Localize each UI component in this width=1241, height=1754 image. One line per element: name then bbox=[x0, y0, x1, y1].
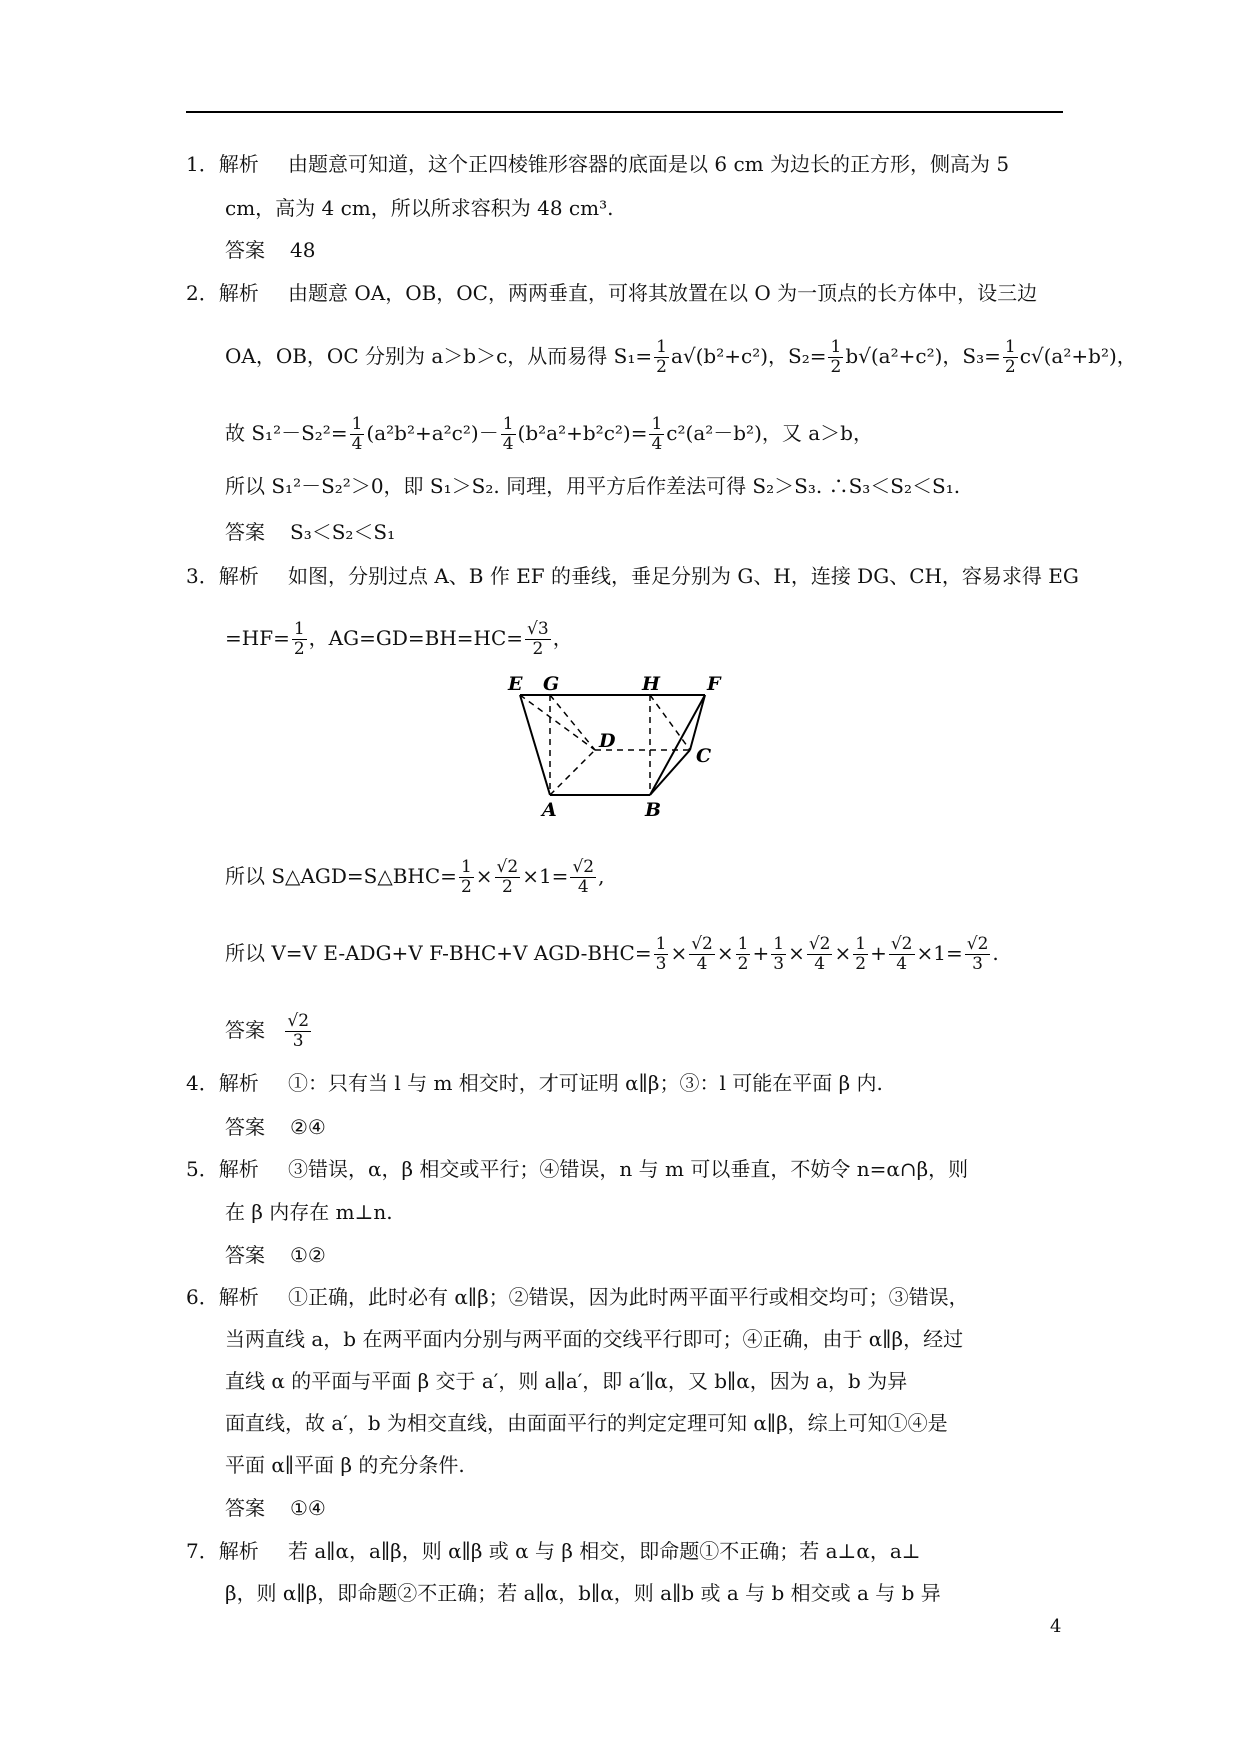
p2-line4: 所以 S₁²－S₂²＞0，即 S₁＞S₂. 同理，用平方后作差法可得 S₂＞S₃. ∴S₃＜S₂＜S₁. bbox=[225, 474, 961, 498]
p2-answer-label: 答案 bbox=[225, 520, 265, 544]
p1-num: 1．解析 bbox=[186, 152, 259, 176]
p5-num: 5．解析 bbox=[186, 1157, 259, 1181]
p1-answer: 48 bbox=[290, 238, 316, 262]
p3-line3: 所以 S△AGD=S△BHC= $\frac{1}{2}$ × $\frac{√2}{2}$ ×1= $\frac{√2}{4}$ , bbox=[225, 857, 605, 897]
p2-num: 2．解析 bbox=[186, 281, 259, 305]
p6-line2: 当两直线 a，b 在两平面内分别与两平面的交线平行即可；④正确，由于 α∥β，经过 bbox=[225, 1327, 964, 1351]
page-number: 4 bbox=[1050, 1616, 1062, 1637]
trapezoid-figure bbox=[500, 670, 750, 820]
p3-num: 3．解析 bbox=[186, 564, 259, 588]
dash-hc bbox=[650, 695, 690, 750]
p3-line1: 如图，分别过点 A、B 作 EF 的垂线，垂足分别为 G、H，连接 DG、CH，容易求得 EG bbox=[288, 564, 1079, 588]
p6-line5: 平面 α∥平面 β 的充分条件. bbox=[225, 1453, 465, 1477]
edge-fc bbox=[690, 695, 705, 750]
p5-answer: ①② bbox=[290, 1243, 326, 1267]
p1-line2: cm，高为 4 cm，所以所求容积为 48 cm³. bbox=[225, 196, 614, 220]
p3-answer: 答案 $\frac{√2}{3}$ bbox=[225, 1011, 310, 1051]
p3-line4: 所以 V=V E-ADG+V F-BHC+V AGD-BHC= $\frac{1}{3}$ × $\frac{√2}{4}$ × $\frac{1}{2}$ + $\frac{1}{3}$ × $\frac{√2}{4}$ × $\frac{1}{2}$ + $\frac{√2}{4}$ ×1= $\frac{√2}{3}$ . bbox=[225, 934, 999, 974]
p6-answer-label: 答案 bbox=[225, 1496, 265, 1520]
p1-line1: 由题意可知道，这个正四棱锥形容器的底面是以 6 cm 为边长的正方形，侧高为 5 bbox=[288, 152, 1010, 176]
p6-line3: 直线 α 的平面与平面 β 交于 a′，则 a∥a′，即 a′∥α，又 b∥α，因为 a，b 为异 bbox=[225, 1369, 908, 1393]
edge-ea bbox=[520, 695, 550, 795]
label-c: C bbox=[696, 745, 712, 767]
p7-line1: 若 a∥α，a∥β，则 α∥β 或 α 与 β 相交，即命题①不正确；若 a⊥α，a⊥ bbox=[288, 1539, 921, 1563]
dash-ad bbox=[550, 750, 595, 795]
p2-answer: S₃＜S₂＜S₁ bbox=[290, 520, 396, 544]
label-f: F bbox=[707, 673, 721, 695]
p6-num: 6．解析 bbox=[186, 1285, 259, 1309]
label-b: B bbox=[645, 799, 662, 820]
header-rule bbox=[186, 111, 1063, 113]
p7-num: 7．解析 bbox=[186, 1539, 259, 1563]
label-h: H bbox=[642, 673, 660, 695]
p6-answer: ①④ bbox=[290, 1496, 326, 1520]
label-g: G bbox=[543, 673, 560, 695]
p5-line1: ③错误，α，β 相交或平行；④错误，n 与 m 可以垂直，不妨令 n=α∩β，则 bbox=[288, 1157, 969, 1181]
p7-line2: β，则 α∥β，即命题②不正确；若 a∥α，b∥α，则 a∥b 或 a 与 b 相交或 a 与 b 异 bbox=[225, 1581, 941, 1605]
p2-line2: OA，OB，OC 分别为 a＞b＞c，从而易得 S₁= $\frac{1}{2}$ a√(b²+c²)，S₂= $\frac{1}{2}$ b√(a²+c²)，S₃= $\frac{1}{2}$ c√(a²+b²)， bbox=[225, 337, 1137, 377]
p1-answer-label: 答案 bbox=[225, 238, 265, 262]
label-a: A bbox=[542, 799, 557, 820]
p3-line2: =HF= $\frac{1}{2}$ ，AG=GD=BH=HC= $\frac{√3}{2}$ ， bbox=[225, 619, 573, 659]
label-e: E bbox=[508, 673, 523, 695]
p4-num: 4．解析 bbox=[186, 1071, 259, 1095]
p5-answer-label: 答案 bbox=[225, 1243, 265, 1267]
p2-line1: 由题意 OA，OB，OC，两两垂直，可将其放置在以 O 为一顶点的长方体中，设三边 bbox=[288, 281, 1038, 305]
p6-line1: ①正确，此时必有 α∥β；②错误，因为此时两平面平行或相交均可；③错误， bbox=[288, 1285, 969, 1309]
p4-line1: ①：只有当 l 与 m 相交时，才可证明 α∥β；③：l 可能在平面 β 内. bbox=[288, 1071, 883, 1095]
label-d: D bbox=[599, 730, 616, 752]
p5-line2: 在 β 内存在 m⊥n. bbox=[225, 1200, 393, 1224]
p2-line3: 故 S₁²－S₂²= $\frac{1}{4}$ (a²b²+a²c²)－ $\frac{1}{4}$ (b²a²+b²c²)= $\frac{1}{4}$ c²(a²－b²)，又 a＞b， bbox=[225, 414, 873, 454]
p4-answer: ②④ bbox=[290, 1115, 326, 1139]
p4-answer-label: 答案 bbox=[225, 1115, 265, 1139]
p6-line4: 面直线，故 a′，b 为相交直线，由面面平行的判定定理可知 α∥β，综上可知①④是 bbox=[225, 1411, 948, 1435]
